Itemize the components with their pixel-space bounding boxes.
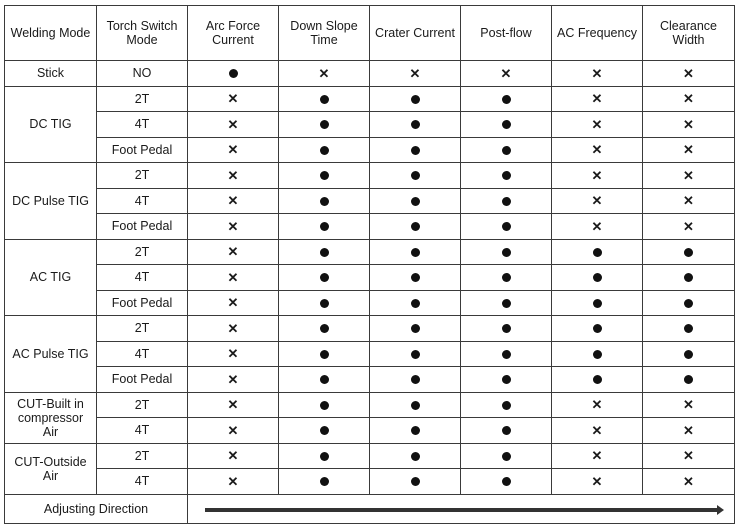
right-arrow-icon — [188, 495, 734, 523]
feature-cell — [643, 61, 735, 87]
dot-icon — [229, 69, 238, 78]
column-header: Crater Current — [370, 6, 461, 61]
feature-cell — [643, 341, 735, 367]
torch-switch-cell: 4T — [97, 188, 188, 214]
cross-icon: ✕ — [227, 193, 239, 209]
feature-cell — [370, 214, 461, 240]
dot-icon — [320, 401, 329, 410]
table-row — [5, 61, 735, 87]
cross-icon: ✕ — [227, 244, 239, 260]
feature-cell — [461, 86, 552, 112]
dot-icon — [320, 375, 329, 384]
feature-cell — [552, 214, 643, 240]
cross-icon: ✕ — [591, 422, 603, 438]
feature-cell — [643, 214, 735, 240]
torch-switch-cell: 2T — [97, 443, 188, 469]
feature-cell — [188, 469, 279, 495]
dot-icon — [320, 120, 329, 129]
feature-cell — [370, 137, 461, 163]
feature-cell — [552, 341, 643, 367]
table-row — [5, 163, 735, 189]
feature-cell — [279, 392, 370, 418]
feature-cell — [552, 188, 643, 214]
dot-icon — [320, 324, 329, 333]
cross-icon: ✕ — [683, 193, 694, 209]
dot-icon — [320, 222, 329, 231]
feature-cell — [552, 112, 643, 138]
cross-icon: ✕ — [227, 422, 239, 438]
dot-icon — [320, 146, 329, 155]
feature-cell — [188, 163, 279, 189]
dot-icon — [593, 350, 602, 359]
torch-switch-cell: 2T — [97, 239, 188, 265]
feature-cell — [461, 418, 552, 444]
dot-icon — [502, 299, 511, 308]
feature-cell — [461, 443, 552, 469]
feature-cell — [461, 316, 552, 342]
feature-cell — [461, 341, 552, 367]
feature-cell — [370, 469, 461, 495]
cross-icon: ✕ — [227, 142, 239, 158]
cross-icon: ✕ — [227, 91, 239, 107]
torch-switch-cell: 4T — [97, 469, 188, 495]
feature-cell — [552, 392, 643, 418]
feature-cell — [643, 137, 735, 163]
feature-cell — [188, 316, 279, 342]
dot-icon — [502, 222, 511, 231]
feature-cell — [552, 469, 643, 495]
dot-icon — [593, 273, 602, 282]
feature-cell — [643, 290, 735, 316]
feature-cell — [279, 112, 370, 138]
feature-cell — [279, 86, 370, 112]
cross-icon: ✕ — [683, 116, 694, 132]
dot-icon — [502, 426, 511, 435]
column-header: Arc Force Current — [188, 6, 279, 61]
dot-icon — [593, 299, 602, 308]
welding-parameter-table — [4, 5, 735, 524]
feature-cell — [188, 137, 279, 163]
cross-icon: ✕ — [227, 346, 239, 362]
welding-mode-cell: DC Pulse TIG — [5, 163, 97, 240]
dot-icon — [502, 401, 511, 410]
cross-icon: ✕ — [591, 116, 603, 132]
feature-cell — [279, 188, 370, 214]
feature-cell — [643, 265, 735, 291]
feature-cell — [188, 418, 279, 444]
dot-icon — [411, 350, 420, 359]
dot-icon — [502, 477, 511, 486]
table-row — [5, 469, 735, 495]
cross-icon: ✕ — [591, 448, 603, 464]
dot-icon — [502, 197, 511, 206]
torch-switch-cell: 2T — [97, 163, 188, 189]
feature-cell — [279, 341, 370, 367]
cross-icon: ✕ — [683, 397, 694, 413]
feature-cell — [188, 341, 279, 367]
table-row — [5, 137, 735, 163]
feature-cell — [370, 112, 461, 138]
dot-icon — [502, 375, 511, 384]
dot-icon — [411, 477, 420, 486]
arrow-head — [717, 505, 724, 515]
cross-icon: ✕ — [683, 473, 694, 489]
cross-icon: ✕ — [227, 448, 239, 464]
feature-cell — [461, 265, 552, 291]
cross-icon: ✕ — [591, 91, 603, 107]
dot-icon — [411, 120, 420, 129]
cross-icon: ✕ — [591, 473, 603, 489]
cross-icon: ✕ — [683, 167, 694, 183]
feature-cell — [552, 163, 643, 189]
dot-icon — [411, 197, 420, 206]
torch-switch-cell: Foot Pedal — [97, 214, 188, 240]
dot-icon — [502, 273, 511, 282]
table-row — [5, 265, 735, 291]
torch-switch-cell: 2T — [97, 86, 188, 112]
dot-icon — [502, 95, 511, 104]
feature-cell — [552, 61, 643, 87]
feature-cell — [643, 239, 735, 265]
cross-icon: ✕ — [227, 295, 239, 311]
cross-icon: ✕ — [683, 218, 694, 234]
adjusting-direction-label: Adjusting Direction — [5, 494, 188, 523]
dot-icon — [411, 452, 420, 461]
dot-icon — [411, 324, 420, 333]
feature-cell — [279, 214, 370, 240]
cross-icon: ✕ — [591, 167, 603, 183]
dot-icon — [411, 171, 420, 180]
feature-cell — [552, 290, 643, 316]
dot-icon — [320, 477, 329, 486]
dot-icon — [411, 95, 420, 104]
dot-icon — [593, 375, 602, 384]
feature-cell — [552, 418, 643, 444]
feature-cell — [643, 443, 735, 469]
feature-cell — [279, 137, 370, 163]
feature-cell — [461, 214, 552, 240]
cross-icon: ✕ — [227, 218, 239, 234]
dot-icon — [684, 375, 693, 384]
torch-switch-cell: 2T — [97, 316, 188, 342]
feature-cell — [279, 443, 370, 469]
dot-icon — [502, 324, 511, 333]
welding-mode-cell: CUT-Built in compressor Air — [5, 392, 97, 443]
dot-icon — [320, 426, 329, 435]
feature-cell — [461, 163, 552, 189]
feature-cell — [461, 239, 552, 265]
dot-icon — [320, 299, 329, 308]
dot-icon — [320, 95, 329, 104]
cross-icon: ✕ — [683, 91, 694, 107]
feature-cell — [552, 367, 643, 393]
cross-icon: ✕ — [227, 371, 239, 387]
dot-icon — [411, 222, 420, 231]
feature-cell — [643, 163, 735, 189]
cross-icon: ✕ — [227, 269, 239, 285]
dot-icon — [411, 426, 420, 435]
feature-cell — [370, 341, 461, 367]
cross-icon: ✕ — [227, 473, 239, 489]
feature-cell — [643, 392, 735, 418]
cross-icon: ✕ — [683, 422, 694, 438]
cross-icon: ✕ — [500, 65, 512, 81]
dot-icon — [502, 171, 511, 180]
cross-icon: ✕ — [591, 397, 603, 413]
adjusting-direction-cell — [188, 494, 735, 523]
dot-icon — [320, 248, 329, 257]
welding-mode-cell: AC Pulse TIG — [5, 316, 97, 393]
feature-cell — [552, 239, 643, 265]
column-header: Welding Mode — [5, 6, 97, 61]
feature-cell — [279, 290, 370, 316]
dot-icon — [320, 197, 329, 206]
dot-icon — [502, 120, 511, 129]
column-header: Down Slope Time — [279, 6, 370, 61]
feature-cell — [643, 367, 735, 393]
cross-icon: ✕ — [683, 65, 694, 81]
column-header: Clearance Width — [643, 6, 735, 61]
feature-cell — [461, 392, 552, 418]
dot-icon — [502, 452, 511, 461]
dot-icon — [684, 299, 693, 308]
cross-icon: ✕ — [409, 65, 421, 81]
cross-icon: ✕ — [227, 116, 239, 132]
feature-cell — [643, 469, 735, 495]
feature-cell — [370, 418, 461, 444]
arrow-shaft — [205, 508, 718, 512]
feature-cell — [370, 265, 461, 291]
table-row — [5, 418, 735, 444]
dot-icon — [320, 452, 329, 461]
torch-switch-cell: 4T — [97, 341, 188, 367]
feature-cell — [370, 290, 461, 316]
dot-icon — [320, 350, 329, 359]
feature-cell — [370, 188, 461, 214]
dot-icon — [593, 324, 602, 333]
cross-icon: ✕ — [227, 320, 239, 336]
feature-cell — [461, 290, 552, 316]
cross-icon: ✕ — [591, 65, 603, 81]
cross-icon: ✕ — [591, 193, 603, 209]
feature-cell — [279, 316, 370, 342]
feature-cell — [279, 163, 370, 189]
dot-icon — [320, 273, 329, 282]
feature-cell — [188, 61, 279, 87]
feature-cell — [279, 469, 370, 495]
dot-icon — [411, 248, 420, 257]
feature-cell — [279, 418, 370, 444]
torch-switch-cell: Foot Pedal — [97, 137, 188, 163]
dot-icon — [411, 401, 420, 410]
torch-switch-cell: 4T — [97, 112, 188, 138]
table-row — [5, 86, 735, 112]
dot-icon — [684, 350, 693, 359]
feature-cell — [188, 112, 279, 138]
feature-cell — [552, 86, 643, 112]
cross-icon: ✕ — [683, 448, 694, 464]
dot-icon — [411, 299, 420, 308]
feature-cell — [552, 443, 643, 469]
table-row — [5, 316, 735, 342]
cross-icon: ✕ — [683, 142, 694, 158]
feature-cell — [370, 367, 461, 393]
feature-cell — [552, 137, 643, 163]
feature-cell — [279, 265, 370, 291]
cross-icon: ✕ — [591, 218, 603, 234]
dot-icon — [502, 350, 511, 359]
table-row — [5, 214, 735, 240]
welding-mode-cell: DC TIG — [5, 86, 97, 163]
welding-mode-cell: Stick — [5, 61, 97, 87]
column-header: Post-flow — [461, 6, 552, 61]
table-row — [5, 290, 735, 316]
cross-icon: ✕ — [591, 142, 603, 158]
dot-icon — [502, 146, 511, 155]
feature-cell — [643, 112, 735, 138]
torch-switch-cell: 4T — [97, 418, 188, 444]
dot-icon — [593, 248, 602, 257]
table-body — [5, 61, 735, 524]
dot-icon — [411, 375, 420, 384]
adjusting-direction-row — [5, 494, 735, 523]
feature-cell — [370, 392, 461, 418]
welding-mode-cell: CUT-Outside Air — [5, 443, 97, 494]
feature-cell — [370, 61, 461, 87]
feature-cell — [188, 392, 279, 418]
feature-cell — [188, 443, 279, 469]
table-row — [5, 367, 735, 393]
table-row — [5, 392, 735, 418]
dot-icon — [684, 273, 693, 282]
feature-cell — [370, 316, 461, 342]
table-row — [5, 443, 735, 469]
cross-icon: ✕ — [318, 65, 330, 81]
dot-icon — [684, 324, 693, 333]
torch-switch-cell: Foot Pedal — [97, 367, 188, 393]
torch-switch-cell: Foot Pedal — [97, 290, 188, 316]
dot-icon — [320, 171, 329, 180]
torch-switch-cell: 4T — [97, 265, 188, 291]
cross-icon: ✕ — [227, 167, 239, 183]
feature-cell — [461, 137, 552, 163]
feature-cell — [188, 290, 279, 316]
torch-switch-cell: 2T — [97, 392, 188, 418]
feature-cell — [188, 86, 279, 112]
feature-cell — [279, 61, 370, 87]
feature-cell — [461, 469, 552, 495]
column-header: Torch Switch Mode — [97, 6, 188, 61]
feature-cell — [188, 367, 279, 393]
feature-cell — [279, 367, 370, 393]
dot-icon — [502, 248, 511, 257]
feature-cell — [643, 86, 735, 112]
feature-cell — [188, 239, 279, 265]
feature-cell — [370, 163, 461, 189]
welding-mode-cell: AC TIG — [5, 239, 97, 316]
feature-cell — [643, 188, 735, 214]
feature-cell — [552, 316, 643, 342]
feature-cell — [188, 214, 279, 240]
feature-cell — [188, 265, 279, 291]
feature-cell — [643, 316, 735, 342]
table-row — [5, 112, 735, 138]
table-row — [5, 341, 735, 367]
feature-cell — [188, 188, 279, 214]
cross-icon: ✕ — [227, 397, 239, 413]
feature-cell — [370, 239, 461, 265]
feature-cell — [643, 418, 735, 444]
feature-cell — [279, 239, 370, 265]
feature-cell — [370, 443, 461, 469]
feature-cell — [461, 61, 552, 87]
feature-cell — [552, 265, 643, 291]
torch-switch-cell: NO — [97, 61, 188, 87]
column-header: AC Frequency — [552, 6, 643, 61]
dot-icon — [684, 248, 693, 257]
table-row — [5, 188, 735, 214]
table-row — [5, 239, 735, 265]
feature-cell — [461, 112, 552, 138]
feature-cell — [370, 86, 461, 112]
feature-cell — [461, 188, 552, 214]
feature-cell — [461, 367, 552, 393]
header-row — [5, 6, 735, 61]
dot-icon — [411, 273, 420, 282]
dot-icon — [411, 146, 420, 155]
